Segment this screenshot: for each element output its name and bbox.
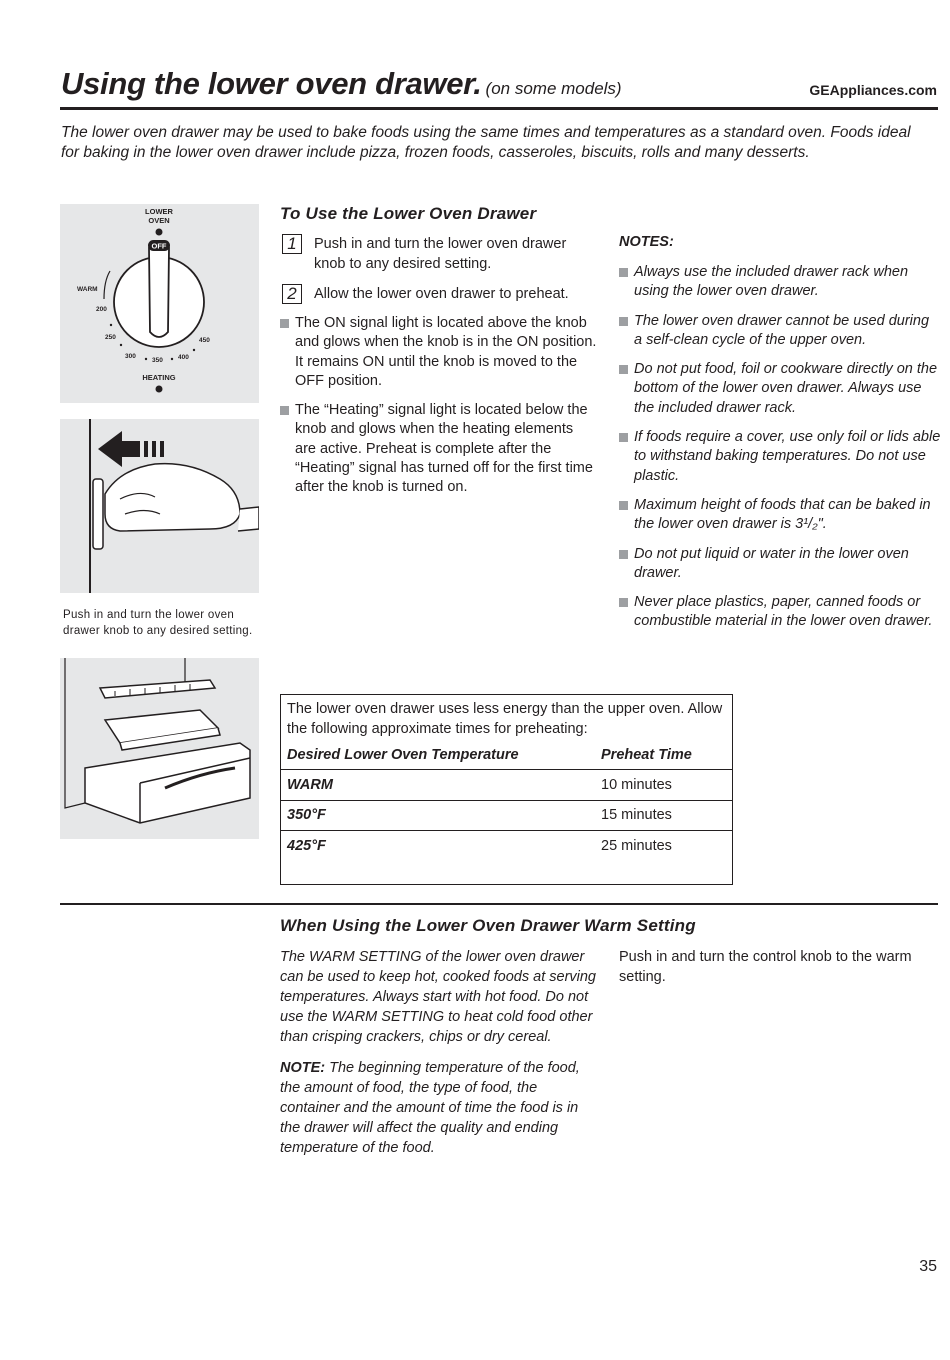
temperature-cell: 425°F [281,831,595,862]
note-text: If foods require a cover, use only foil or lids able to withstand baking temperatures. Do not use plastic. [634,429,941,484]
warm-instruction: Push in and turn the control knob to the warm setting. [619,949,912,985]
oven-outline [65,658,85,808]
knob-350-label: 350 [152,357,163,364]
on-signal-light [156,229,163,236]
tick-dot [120,344,122,346]
knob-off-label: OFF [151,241,167,251]
title-divider [60,107,938,110]
knob-400-label: 400 [178,354,189,361]
drawer-rack-illustration [60,658,259,839]
column-header-temperature: Desired Lower Oven Temperature [287,747,519,763]
knob-label-top-1: LOWER [145,207,173,216]
note-text: The lower oven drawer cannot be used during a self-clean cycle of the upper oven. [634,312,930,348]
note-text: Always use the included drawer rack when using the lower oven drawer. [634,264,909,300]
arrow-dash [152,441,156,457]
site-url: GEAppliances.com [809,82,937,98]
list-item [619,360,941,418]
step-text: Push in and turn the lower oven drawer knob to any desired setting. [314,236,567,272]
note-text: Never place plastics, paper, canned foods or combustible material in the lower oven drawer. [634,594,933,630]
hand-caption: Push in and turn the lower oven drawer knob to any desired setting. [63,609,253,637]
table-header-row [281,743,732,770]
note-text: The beginning temperature of the food, the amount of food, the type of food, the container and the amount of time the food is in the drawer will affect the quality and ending temperature of the food. [280,1060,580,1156]
knob-450-label: 450 [199,337,210,344]
knob-heating-label: HEATING [142,373,176,382]
bullet-square-icon [619,268,628,277]
oven-knob-icon [60,204,259,403]
knob-warm-label: WARM [77,286,98,293]
temperature-cell: 350°F [281,800,595,831]
tick-dot [193,349,195,351]
hand-pushing-knob-illustration [60,419,259,593]
bullet-square-icon [280,319,289,328]
warm-paragraph: The WARM SETTING of the lower oven drawer can be used to keep hot, cooked foods at serving temperatures. Always start with hot food. Do not use the WARM SETTING to heat cold food other than crisping crackers, chips or dry cereal. [280,949,596,1045]
page-subtitle: (on some models) [485,79,622,98]
note-text: Do not put liquid or water in the lower oven drawer. [634,545,909,581]
list-item [280,401,598,497]
bullet-square-icon [619,550,628,559]
wrist [238,507,259,531]
list-item [619,428,941,486]
knob-300-label: 300 [125,353,136,360]
push-arrow-icon [98,431,140,467]
list-item [280,314,598,391]
time-cell: 15 minutes [595,800,732,831]
time-cell: 25 minutes [595,831,732,862]
table-row [281,831,732,862]
drawer-icon [60,658,259,839]
knob-label-top-2: OVEN [148,216,170,225]
temperature-cell: WARM [281,770,595,801]
warm-section-heading: When Using the Lower Oven Drawer Warm Setting [280,916,696,935]
table-row [281,800,732,831]
signal-light-bullets [280,314,598,508]
bullet-square-icon [619,433,628,442]
bullet-square-icon [619,365,628,374]
use-section-heading: To Use the Lower Oven Drawer [280,204,537,223]
heating-signal-light [156,386,163,393]
warm-arc [104,271,110,299]
list-item [619,312,941,351]
bullet-square-icon [619,501,628,510]
list-item [619,593,941,632]
bullet-text: The ON signal light is located above the knob and glows when the knob is in the ON position. It remains ON until the knob is moved to the OFF position. [295,315,597,389]
knob-250-label: 250 [105,334,116,341]
step-number: 1 [282,234,302,254]
knob-illustration [60,204,259,403]
bullet-square-icon [280,406,289,415]
column-header-time: Preheat Time [601,747,692,763]
step-2 [282,284,592,304]
preheat-intro: The lower oven drawer uses less energy than the upper oven. Allow the following approximate times for preheating: [287,701,723,737]
list-item [619,545,941,584]
page-title-text: Using the lower oven drawer. [61,66,482,101]
table-row [281,770,732,801]
notes-heading: NOTES: [619,234,674,250]
intro-paragraph: The lower oven drawer may be used to bake foods using the same times and temperatures as a standard oven. Foods ideal for baking in the lower oven drawer include pizza, frozen foods, casseroles, biscuits, rolls and many desserts. [61,124,911,161]
arrow-dash [144,441,148,457]
knob-200-label: 200 [96,306,107,313]
list-item [619,263,941,302]
preheat-table [281,743,732,861]
hand-icon [60,419,259,593]
bullet-square-icon [619,317,628,326]
preheat-times-box [280,694,733,885]
tick-dot [171,358,173,360]
knob-handle [149,248,169,337]
warm-note [280,1058,590,1158]
note-text: Maximum height of foods that can be baked in the lower oven drawer is 3¹/₂". [634,496,931,533]
notes-list [619,263,941,642]
bullet-text: The “Heating” signal light is located below the knob and glows when the heating elements are active. Preheat is complete after the “Heating” signal has turned off for the first time after the knob is turned on. [295,402,593,496]
note-text: Do not put food, foil or cookware directly on the bottom of the lower oven drawer. Always use the included drawer rack. [634,361,938,416]
tick-dot [110,324,112,326]
step-number: 2 [282,284,302,304]
time-cell: 10 minutes [595,770,732,801]
page-title [61,66,622,102]
step-text: Allow the lower oven drawer to preheat. [314,286,569,302]
note-label: NOTE: [280,1060,326,1076]
list-item [619,496,941,535]
knob-side [93,479,103,549]
step-1 [282,234,592,274]
bullet-square-icon [619,598,628,607]
drawer-rack [100,680,215,698]
section-divider [60,903,938,905]
drawer-box [85,743,250,823]
arrow-dash [160,441,164,457]
tick-dot [145,358,147,360]
page-number: 35 [919,1258,937,1275]
